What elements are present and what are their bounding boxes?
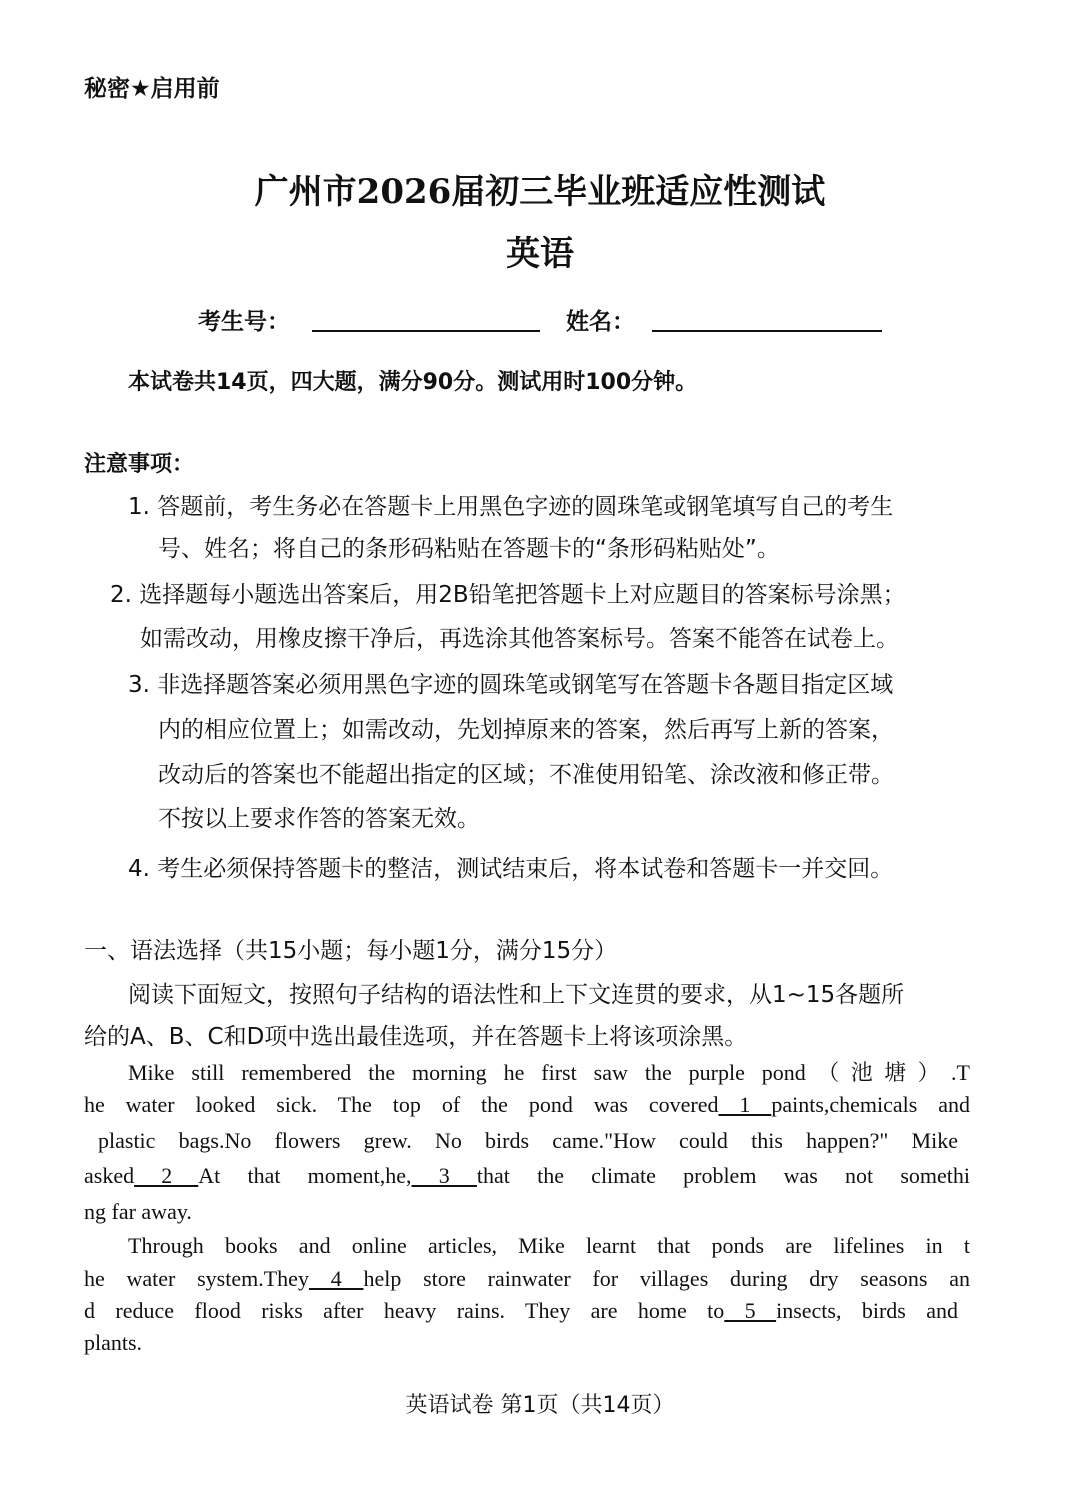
section-1-heading: 一、语法选择（共15小题；每小题1分，满分15分） (84, 938, 618, 964)
confidential-mark: 秘密★启用前 (84, 76, 220, 102)
notice-item-3-line-3: 改动后的答案也不能超出指定的区域；不准使用铅笔、涂改液和修正带。 (158, 762, 894, 788)
passage-line: ng far away. (84, 1199, 192, 1224)
blank-5: 5 (724, 1298, 777, 1323)
passage-line: asked 2 At that moment,he, 3 that the climate problem was not somethi (84, 1163, 971, 1188)
blank-3: 3 (411, 1163, 477, 1188)
notice-item-3-line-4: 不按以上要求作答的答案无效。 (158, 806, 480, 832)
notice-item-1-line-2: 号、姓名；将自己的条形码粘贴在答题卡的“条形码粘贴处”。 (158, 536, 780, 562)
notice-item-3-line-1: 3. 非选择题答案必须用黑色字迹的圆珠笔或钢笔写在答题卡各题目指定区域 (128, 672, 894, 698)
notice-item-2-line-2: 如需改动，用橡皮擦干净后，再选涂其他答案标号。答案不能答在试卷上。 (140, 626, 899, 652)
passage-line: Mike still remembered the morning he first saw the purple pond（池塘）.T (128, 1060, 970, 1085)
page-footer: 英语试卷 第1页（共14页） (405, 1393, 675, 1418)
exam-number-label: 考生号： (198, 309, 290, 335)
notice-heading: 注意事项： (84, 452, 195, 477)
name-label: 姓名： (566, 309, 635, 335)
exam-info: 本试卷共14页，四大题，满分90分。测试用时100分钟。 (128, 370, 698, 395)
passage-line: plastic bags.No flowers grew. No birds came."How could this happen?" Mike (98, 1128, 958, 1153)
section-1-instruction-line-2: 给的A、B、C和D项中选出最佳选项，并在答题卡上将该项涂黑。 (84, 1024, 748, 1050)
passage-line: d reduce flood risks after heavy rains. They are home to 5 insects, birds and (84, 1298, 959, 1323)
blank-2: 2 (134, 1163, 199, 1188)
section-1-instruction-line-1: 阅读下面短文，按照句子结构的语法性和上下文连贯的要求，从1~15各题所 (128, 982, 905, 1008)
passage-line: Through books and online articles, Mike learnt that ponds are lifelines in t (128, 1233, 970, 1258)
passage-line: he water system.They 4 help store rainwater for villages during dry seasons an (84, 1266, 971, 1291)
exam-number-blank (312, 330, 540, 332)
notice-item-1-line-1: 1. 答题前，考生务必在答题卡上用黑色字迹的圆珠笔或钢笔填写自己的考生 (128, 494, 894, 520)
notice-item-4: 4. 考生必须保持答题卡的整洁，测试结束后，将本试卷和答题卡一并交回。 (128, 856, 894, 882)
notice-item-2-line-1: 2. 选择题每小题选出答案后，用2B铅笔把答题卡上对应题目的答案标号涂黑； (110, 582, 906, 608)
blank-1: 1 (718, 1092, 772, 1117)
blank-4: 4 (308, 1266, 364, 1291)
exam-title: 广州市2026届初三毕业班适应性测试 (254, 172, 826, 212)
passage-line: he water looked sick. The top of the pond was covered 1 paints,chemicals and (84, 1092, 971, 1117)
exam-subject: 英语 (506, 234, 574, 274)
notice-item-3-line-2: 内的相应位置上；如需改动，先划掉原来的答案，然后再写上新的答案， (158, 717, 894, 743)
passage-line: plants. (84, 1330, 143, 1355)
name-blank (652, 330, 882, 332)
